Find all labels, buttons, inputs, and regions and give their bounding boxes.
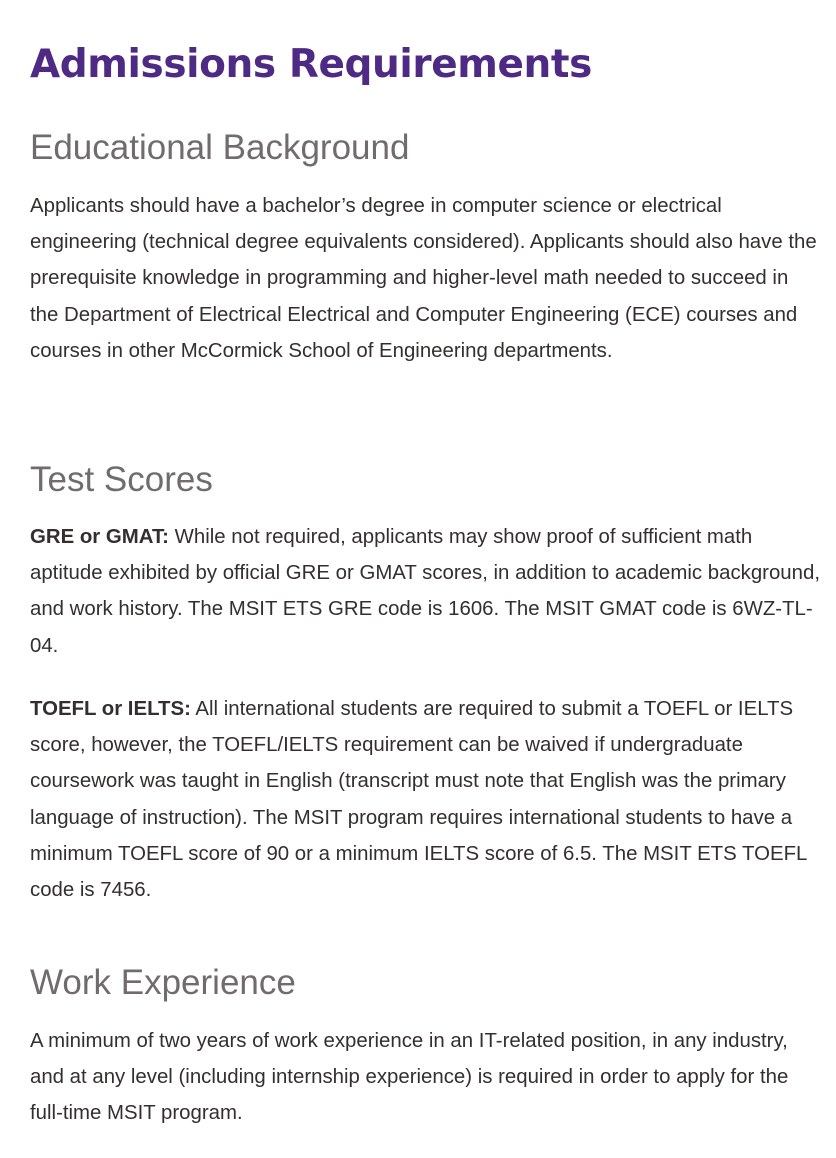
educational-background-heading: Educational Background xyxy=(30,128,410,167)
gre-gmat-text: While not required, applicants may show proof of sufficient math aptitude exhibited by official GRE or GMAT scores, in addition to academic background, and work history. The MSIT ETS GRE code is 1606. The MSIT GMAT code is 6WZ-TL-04. xyxy=(30,526,820,657)
toefl-ielts-label: TOEFL or IELTS: xyxy=(30,698,191,720)
work-experience-paragraph: A minimum of two years of work experience in an IT-related position, in any industry, and at any level (including internship experience) is required in order to apply for the full-time MSIT program. xyxy=(30,1030,789,1125)
page-title: Admissions Requirements xyxy=(30,42,592,87)
educational-background-paragraph: Applicants should have a bachelor’s degree in computer science or electrical engineering (technical degree equivalents considered). Applicants should also have the prerequisite knowledge in programming and higher-level math needed to succeed in the Department of Electrical Electrical and Computer Engineering (ECE) courses and courses in other McCormick School of Engineering departments. xyxy=(30,195,817,362)
gre-gmat-label: GRE or GMAT: xyxy=(30,526,169,548)
test-scores-heading: Test Scores xyxy=(30,460,213,499)
gre-gmat-paragraph xyxy=(30,519,820,664)
toefl-ielts-text: All international students are required to submit a TOEFL or IELTS score, however, the TOEFL/IELTS requirement can be waived if undergraduate coursework was taught in English (transcript must note that English was the primary language of instruction). The MSIT program requires international students to have a minimum TOEFL score of 90 or a minimum IELTS score of 6.5. The MSIT ETS TOEFL code is 7456. xyxy=(30,698,807,902)
work-experience-heading: Work Experience xyxy=(30,963,296,1002)
toefl-ielts-paragraph xyxy=(30,691,820,908)
